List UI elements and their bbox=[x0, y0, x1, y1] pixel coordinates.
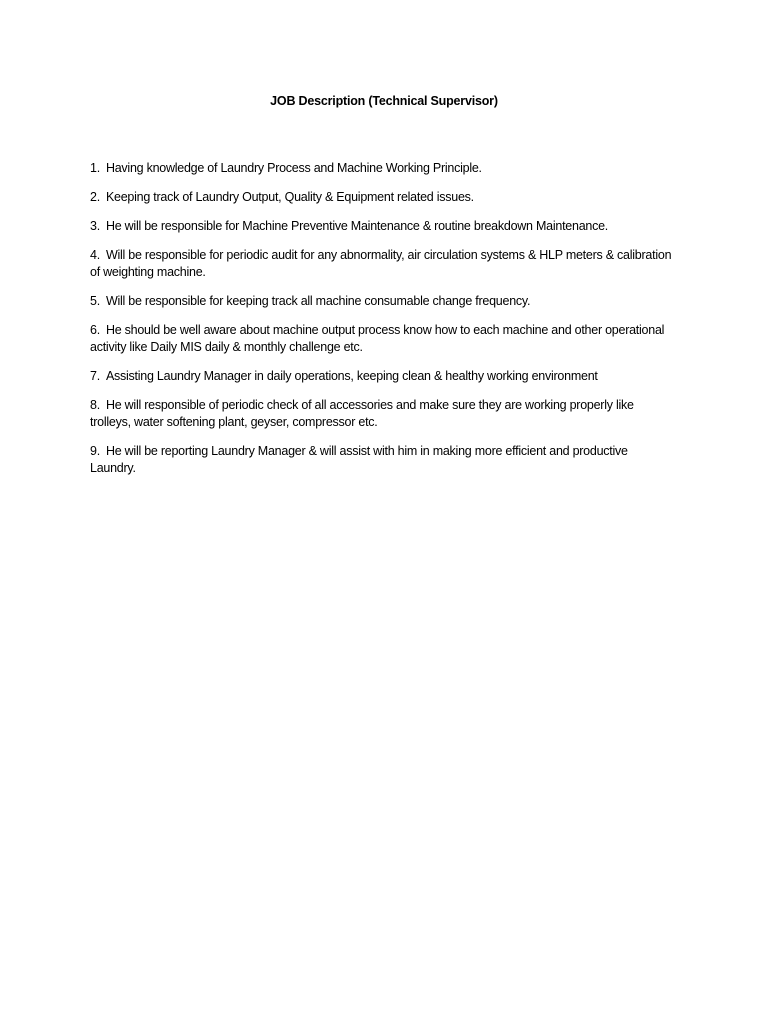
duty-list bbox=[90, 160, 675, 489]
item-number: 2. bbox=[90, 190, 100, 204]
item-text: He will be responsible for Machine Preventive Maintenance & routine breakdown Maintenance. bbox=[105, 219, 609, 233]
item-number: 9. bbox=[90, 444, 100, 458]
item-text: Will be responsible for keeping track all machine consumable change frequency. bbox=[105, 294, 531, 308]
item-text: Keeping track of Laundry Output, Quality & Equipment related issues. bbox=[105, 190, 474, 204]
item-text: He will responsible of periodic check of all accessories and make sure they are working properly like trolleys, water softening plant, geyser, compressor etc. bbox=[90, 398, 634, 429]
list-item bbox=[90, 189, 675, 206]
item-number: 4. bbox=[90, 248, 100, 262]
item-text: He should be well aware about machine output process know how to each machine and other operational activity like Daily MIS daily & monthly challenge etc. bbox=[90, 323, 665, 354]
item-number: 5. bbox=[90, 294, 100, 308]
list-item bbox=[90, 293, 675, 310]
list-item bbox=[90, 160, 675, 177]
item-text: Assisting Laundry Manager in daily operations, keeping clean & healthy working environment bbox=[105, 369, 598, 383]
item-text: Will be responsible for periodic audit for any abnormality, air circulation systems & HLP meters & calibration of weighting machine. bbox=[90, 248, 672, 279]
item-number: 3. bbox=[90, 219, 100, 233]
item-number: 7. bbox=[90, 369, 100, 383]
item-text: He will be reporting Laundry Manager & will assist with him in making more efficient and productive Laundry. bbox=[90, 444, 628, 475]
list-item bbox=[90, 247, 675, 281]
list-item bbox=[90, 322, 675, 356]
page-title: JOB Description (Technical Supervisor) bbox=[270, 94, 498, 108]
list-item bbox=[90, 368, 675, 385]
item-number: 1. bbox=[90, 161, 100, 175]
item-number: 8. bbox=[90, 398, 100, 412]
list-item bbox=[90, 218, 675, 235]
item-number: 6. bbox=[90, 323, 100, 337]
item-text: Having knowledge of Laundry Process and Machine Working Principle. bbox=[105, 161, 482, 175]
list-item bbox=[90, 443, 675, 477]
list-item bbox=[90, 397, 675, 431]
